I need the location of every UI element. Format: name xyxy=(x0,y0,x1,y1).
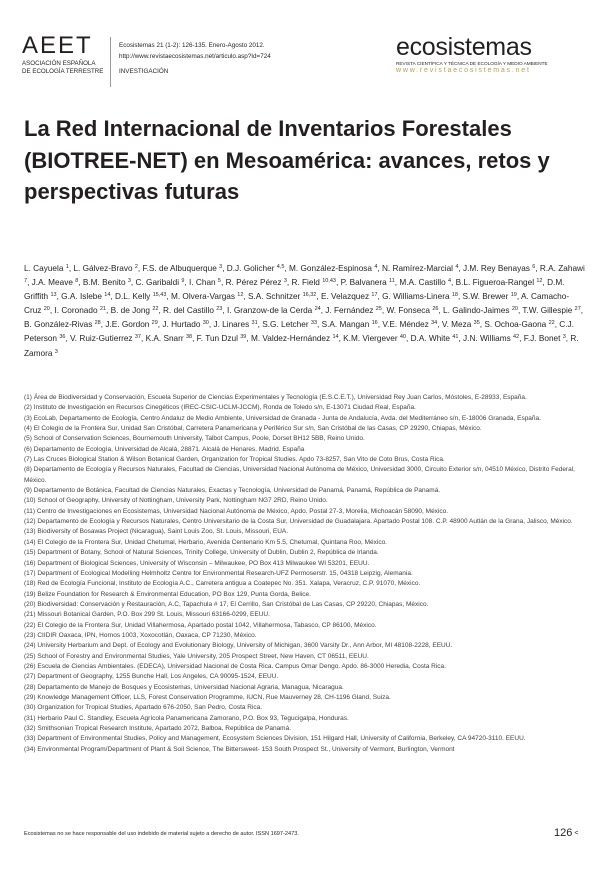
affiliation-item: (33) Department of Environmental Studies, Policy and Management, Ecosystem Sciences Division, 151 Hilgard Hall, University of California, Berkeley, CA 94720-3110. EEUU. xyxy=(24,735,526,743)
article-url[interactable]: http://www.revistaecosistemas.net/articulo.asp?Id=724 xyxy=(119,53,271,60)
author-name: J. Hurtado xyxy=(162,320,201,330)
author-name: B.L. Figueroa-Rangel xyxy=(455,278,535,288)
author-name: J. Linares xyxy=(213,320,250,330)
author-name: B. González-Rivas xyxy=(24,320,93,330)
author xyxy=(136,278,185,287)
author xyxy=(411,334,459,343)
author xyxy=(73,264,138,273)
author xyxy=(24,264,69,273)
affiliation-item: (22) El Colegio de la Frontera Sur, Unidad Villahermosa, Apartado postal 1042, Villahermosa, Tabasco, CP 86100, México. xyxy=(24,621,377,629)
author-affiliation-ref: 35 xyxy=(473,320,480,327)
author-affiliation-ref: 1 xyxy=(65,264,69,270)
author xyxy=(341,278,395,287)
journal-subtitle: REVISTA CIENTÍFICA Y TÉCNICA DE ECOLOGÍA Y MEDIO AMBIENTE xyxy=(396,61,548,66)
author-affiliation-ref: 22 xyxy=(152,306,159,313)
author-name: T.W. Gillespie xyxy=(522,306,573,316)
author-name: S.W. Brewer xyxy=(462,292,509,302)
header-divider xyxy=(110,37,111,87)
author xyxy=(162,320,208,329)
author-name: S.G. Letcher xyxy=(262,320,309,330)
author-name: C.J. Peterson xyxy=(24,320,574,344)
author-affiliation-ref: 41 xyxy=(452,334,459,341)
author-affiliation-ref: 11 xyxy=(389,278,395,285)
author-name: I. Chan xyxy=(189,278,216,288)
author xyxy=(146,334,192,343)
author-name: S.A. Schnitzer xyxy=(248,292,301,302)
author-list: L. Cayuela $^1$, L. Gálvez-Bravo $^2$, F.S. de Albuquerque $^3$, D.J. Golicher $^{4,5}$, M. González-Espinosa $^4$, N. Ramírez-Marcial $^4$, J.M. Rey Benayas $^6$, R.A. Zahawi $^7$, J.A. Meave $^8$, B.M. Benito $^3$, C. Garibaldi $^9$, I. Chan $^5$, R. Pérez Pérez $^3$, R. Field $^{10,43}$, P. Balvanera $^{11}$, M.A. Castillo $^4$, B.L. Figueroa-Rangel $^{12}$, D.M. Griffith $^{13}$, G.A. Islebe $^{14}$, D.L. Kelly $^{15,43}$, M. Olvera-Vargas $^{12}$, S.A. Schnitzer $^{16,32}$, E. Velazquez $^{17}$, G. Williams-Linera $^{18}$, S.W. Brewer $^{19}$, A. Camacho-Cruz $^{20}$, I. Coronado $^{21}$, B. de Jong $^{22}$, R. del Castillo $^{23}$, I. Granzow-de la Cerda $^{24}$, J. Fernández $^{25}$, W. Fonseca $^{26}$, L. Galindo-Jaimes $^{20}$, T.W. Gillespie $^{27}$, B. González-Rivas $^{28}$, J.E. Gordon $^{29}$, J. Hurtado $^{30}$, J. Linares $^{31}$, S.G. Letcher $^{33}$, S.A. Mangan $^{16}$, V.E. Méndez $^{34}$, V. Meza $^{35}$, S. Ochoa-Gaona $^{22}$, C.J. Peterson $^{36}$, V. Ruiz-Gutierrez $^{37}$, K.A. Snarr $^{38}$, F. Tun Dzul $^{39}$, M. Valdez-Hernández $^{14}$, K.M. Viergever $^{40}$, D.A. White $^{41}$, J.N. Williams $^{42}$, F.J. Bonet $^3$, R. Zamora $^3$ xyxy=(24,264,585,358)
affiliation-item: (5) School of Conservation Sciences, Bournemouth University, Talbot Campus, Poole, Dorset BH12 5BB, Reino Unido. xyxy=(24,435,365,443)
author-affiliation-ref: 31 xyxy=(251,320,258,327)
author-name: J.N. Williams xyxy=(463,334,511,344)
author-name: E. Velazquez xyxy=(320,292,370,302)
author xyxy=(289,264,377,273)
author-affiliation-ref: 12 xyxy=(237,292,244,299)
author xyxy=(197,334,247,343)
author-affiliation-ref: 20 xyxy=(511,306,518,313)
author-name: V. Meza xyxy=(441,320,472,330)
author-name: J.M. Rey Benayas xyxy=(462,264,530,273)
author-name: R. del Castillo xyxy=(163,306,214,316)
author xyxy=(24,320,101,329)
author-affiliation-ref: 27 xyxy=(574,306,581,313)
article-meta xyxy=(119,40,271,77)
author xyxy=(463,334,519,343)
author-affiliation-ref: 16 xyxy=(371,320,378,327)
author-name: J.A. Meave xyxy=(31,278,73,288)
author-affiliation-ref: 3 xyxy=(219,264,223,270)
author xyxy=(456,278,543,287)
affiliation-item: (34) Environmental Program/Department of Plant & Soil Science, The Bittersweet- 153 South Prospect St., University of Vermont, Burlington, Vermont xyxy=(24,745,455,753)
affiliation-item: (18) Red de Ecología Funcional, Instituto de Ecología A.C., Carretera antigua a Coatepec No. 351. Xalapa, Veracruz, C.P. 91070, México. xyxy=(24,580,421,588)
author-affiliation-ref: 37 xyxy=(134,334,141,341)
author xyxy=(83,278,131,287)
affiliation-item: (15) Department of Botany, School of Natural Sciences, Trinity College, University of Dublin, Dublin 2, República de Irlanda. xyxy=(24,549,379,557)
author xyxy=(484,320,554,329)
author xyxy=(248,292,316,301)
author xyxy=(70,334,141,343)
author xyxy=(522,306,580,315)
affiliation-item: (13) Biodiversity of Bosawas Project (Nicaragua), Saint Louis Zoo, St. Louis, Missouri, EUA. xyxy=(24,528,289,536)
author xyxy=(443,306,518,315)
author-name: D.L. Kelly xyxy=(115,292,151,302)
page-number-value: 126 xyxy=(554,827,573,839)
author xyxy=(143,264,223,273)
affiliation-item: (4) El Colegio de la Frontera Sur, Unidad San Cristóbal, Carretera Panamericana y Periférico Sur s/n, San Cristóbal de las Casas, CP 29290, Chiapas, México. xyxy=(24,425,482,433)
author-name: C. Garibaldi xyxy=(135,278,180,288)
author-affiliation-ref: 9 xyxy=(181,278,185,285)
journal-logo xyxy=(396,34,560,75)
author-affiliation-ref: 4 xyxy=(374,264,378,270)
author-affiliation-ref: 5 xyxy=(217,278,221,285)
aeet-name-line2: DE ECOLOGÍA TERRESTRE xyxy=(22,67,104,75)
author-name: M. González-Espinosa xyxy=(289,264,373,273)
author-name: L. Cayuela xyxy=(24,264,64,273)
affiliation-item: (28) Departamento de Manejo de Bosques y Ecosistemas, Universidad Nacional Agraria, Managua, Nicaragua. xyxy=(24,683,344,691)
affiliation-item: (7) Las Cruces Biological Station & Wilson Botanical Garden, Organization for Tropical Studies. Apdo 73-8257, San Vito de Coto Brus, Costa Rica. xyxy=(24,456,445,464)
author-name: S. Ochoa-Gaona xyxy=(484,320,547,330)
affiliation-item: (6) Departamento de Ecología, Universidad de Alcalá, 28871. Alcalá de Henares. Madrid. España xyxy=(24,445,305,453)
author xyxy=(32,278,79,287)
footer-disclaimer: Ecosistemas no se hace responsable del uso indebido de material sujeto a derecho de autor. ISSN 1697-2473. xyxy=(24,831,299,837)
citation: Ecosistemas 21 (1-2): 126-135. Enero-Agosto 2012. xyxy=(119,42,265,49)
author-name: G. Williams-Linera xyxy=(382,292,450,302)
author-affiliation-ref: 39 xyxy=(240,334,247,341)
author xyxy=(325,306,382,315)
author-affiliation-ref: 20 xyxy=(43,306,50,313)
author-affiliation-ref: 6 xyxy=(532,264,536,270)
author xyxy=(251,334,339,343)
author-affiliation-ref: 36 xyxy=(59,334,66,341)
author-affiliation-ref: 23 xyxy=(216,306,223,313)
author-affiliation-ref: 22 xyxy=(548,320,555,327)
author-affiliation-ref: 16,32 xyxy=(302,292,317,299)
affiliation-item: (1) Área de Biodiversidad y Conservación, Escuela Superior de Ciencias Experimentales y Tecnología (E.S.C.E.T.), Universidad Rey Juan Carlos, Móstoles, E-28933, España. xyxy=(24,394,527,401)
affiliation-item: (3) EcoLab, Departamento de Ecología, Centro Andaluz de Medio Ambiente, Universidad de Granada - Junta de Andalucía, Avda. del Mediterráneo s/n, E-18006 Granada, España. xyxy=(24,414,541,422)
affiliation-item: (31) Herbario Paul C. Standley, Escuela Agrícola Panamericana Zamorano, P.O. Box 93, Tegucigalpa, Honduras. xyxy=(24,714,349,722)
author-name: G.A. Islebe xyxy=(61,292,102,302)
author xyxy=(322,320,378,329)
author xyxy=(343,334,406,343)
affiliation-item: (23) CIIDIR Oaxaca, IPN, Hornos 1003, Xoxocotlán, Oaxaca, CP 71230, México. xyxy=(24,631,257,639)
author-affiliation-ref: 3 xyxy=(283,278,287,285)
author-affiliation-ref: 12 xyxy=(536,278,543,285)
journal-name: ecosistemas xyxy=(396,33,532,61)
journal-website[interactable]: www.revistaecosistemas.net xyxy=(396,67,531,74)
author-name: B. de Jong xyxy=(110,306,151,316)
author xyxy=(524,334,566,343)
author-name: N. Ramírez-Marcial xyxy=(381,264,454,273)
aeet-name-line1: ASOCIACIÓN ESPAÑOLA xyxy=(22,60,96,67)
affiliation-item: (30) Organization for Tropical Studies, Apartado 676-2050, San Pedro, Costa Rica. xyxy=(24,704,263,712)
author-name: R. Pérez Pérez xyxy=(225,278,282,288)
author xyxy=(213,320,257,329)
author-affiliation-ref: 25 xyxy=(375,306,382,313)
author xyxy=(115,292,166,301)
author-name: P. Balvanera xyxy=(340,278,387,288)
author-affiliation-ref: 3 xyxy=(127,278,131,285)
author-affiliation-ref: 14 xyxy=(104,292,111,299)
author-name: R. Field xyxy=(291,278,320,288)
author-name: D.A. White xyxy=(410,334,451,344)
author-name: W. Fonseca xyxy=(386,306,431,316)
author xyxy=(382,292,458,301)
author-affiliation-ref: 19 xyxy=(510,292,517,299)
author-name: B.M. Benito xyxy=(82,278,126,288)
author-affiliation-ref: 8 xyxy=(75,278,79,285)
author xyxy=(382,320,437,329)
aeet-acronym: AEET xyxy=(22,32,93,59)
author-name: F.S. de Albuquerque xyxy=(142,264,217,273)
author-affiliation-ref: 17 xyxy=(371,292,378,299)
aeet-name xyxy=(22,60,106,75)
author-affiliation-ref: 15,43 xyxy=(152,292,167,299)
affiliation-item: (11) Centro de Investigaciones en Ecosistemas, Universidad Nacional Autónoma de México, Apdo. Postal 27-3, Morelia, Michoacán 58090, México. xyxy=(24,507,449,515)
author-name: S.A. Mangan xyxy=(321,320,370,330)
author-affiliation-ref: 7 xyxy=(24,278,28,285)
author-affiliation-ref: 3 xyxy=(562,334,566,341)
affiliation-item: (10) School of Geography, University of Nottingham, University Park, Nottingham NG7 2RD, Reino Unido. xyxy=(24,497,328,505)
author-name: J.E. Gordon xyxy=(105,320,150,330)
author-affiliation-ref: 2 xyxy=(134,264,138,270)
author xyxy=(321,292,378,301)
affiliation-item: (12) Departamento de Ecología y Recursos Naturales, Centro Universitario de la Costa Sur, Universidad de Guadalajara. Apartado Postal 108. C.P. 48900 Autlán de la Grana, Jalisco, México. xyxy=(24,518,573,526)
author-name: M.A. Castillo xyxy=(399,278,446,288)
author xyxy=(163,306,222,315)
author-name: L. Gálvez-Bravo xyxy=(73,264,133,273)
affiliation-item: (2) Instituto de Investigación en Recursos Cinegéticos (IREC-CSIC-UCLM-JCCM), Ronda de Toledo s/n, E-13071 Ciudad Real, España. xyxy=(24,404,416,412)
author-affiliation-ref: 40 xyxy=(399,334,406,341)
author-name: R.A. Zahawi xyxy=(539,264,585,273)
author xyxy=(189,278,221,287)
author-name: I. Coronado xyxy=(54,306,98,316)
author xyxy=(171,292,243,301)
author xyxy=(463,292,517,301)
author-affiliation-ref: 21 xyxy=(99,306,106,313)
author-name: V. Ruiz-Gutierrez xyxy=(70,334,133,344)
author xyxy=(61,292,110,301)
author xyxy=(105,320,157,329)
article-title: La Red Internacional de Inventarios Forestales (BIOTREE-NET) en Mesoamérica: avances, retos y perspectivas futuras xyxy=(24,116,550,204)
author-affiliation-ref: 4 xyxy=(447,278,452,285)
author xyxy=(111,306,159,315)
author-name: V.E. Méndez xyxy=(382,320,429,330)
affiliation-item: (17) Department of Ecological Modelling Helmholtz Centre for Environmental Research-UFZ Permoserstr. 15, 04318 Leipzig, Alemania. xyxy=(24,569,413,577)
author-name: K.A. Snarr xyxy=(145,334,184,344)
affiliation-item: (20) Biodiversidad: Conservación y Restauración, A.C, Tapachula # 17, El Cerrillo, San Cristóbal de Las Casas, CP 29220, Chiapas, México. xyxy=(24,600,429,608)
author-affiliation-ref: 26 xyxy=(432,306,439,313)
author-affiliation-ref: 3 xyxy=(54,348,58,355)
author xyxy=(226,278,287,287)
author-affiliation-ref: 4,5 xyxy=(276,264,285,270)
section-label: INVESTIGACIÓN xyxy=(119,68,169,75)
author xyxy=(463,264,535,273)
author-name: L. Galindo-Jaimes xyxy=(443,306,510,316)
affiliation-item: (29) Knowledge Management Officer, LLS, Forest Conservation Programme, IUCN, Rue Mauverney 28, CH-1196 Gland, Suiza. xyxy=(24,693,391,701)
affiliation-item: (19) Belize Foundation for Research & Environmental Education, PO Box 129, Punta Gorda, Belice. xyxy=(24,590,311,598)
author-affiliation-ref: 34 xyxy=(431,320,438,327)
author-affiliation-ref: 24 xyxy=(314,306,321,313)
author-affiliation-ref: 14 xyxy=(332,334,339,341)
author-affiliation-ref: 28 xyxy=(94,320,101,327)
author xyxy=(399,278,451,287)
author-affiliation-ref: 38 xyxy=(185,334,193,341)
author-name: R. Zamora xyxy=(24,334,579,358)
author xyxy=(386,306,438,315)
affiliation-item: (32) Smithsonian Tropical Research Institute, Apartado 2072, Balboa, República de Panamá. xyxy=(24,725,292,732)
page-number xyxy=(554,827,578,839)
author-affiliation-ref: 4 xyxy=(455,264,459,270)
affiliation-item: (9) Departamento de Botánica, Facultad de Ciencias Naturales, Exactas y Tecnología, Universidad de Panamá, Panamá, República de Panamá. xyxy=(24,487,441,495)
author-affiliation-ref: 29 xyxy=(151,320,158,327)
author-name: D.J. Golicher xyxy=(226,264,275,273)
author xyxy=(262,320,317,329)
author xyxy=(382,264,458,273)
author xyxy=(291,278,336,287)
page-marker: < xyxy=(574,830,579,837)
affiliation-item: (21) Missouri Botanical Garden, P.O. Box 299 St. Louis, Missouri 63166-0299, EEUU. xyxy=(24,611,270,619)
affiliation-list xyxy=(24,393,584,755)
affiliation-item: (24) University Herbarium and Dept. of Ecology and Evolutionary Biology, University of Michigan, 3600 Varsity Dr., Ann Arbor, MI 48108-2228, EEUU. xyxy=(24,642,453,650)
author-name: A. Camacho-Cruz xyxy=(24,292,570,316)
author-affiliation-ref: 18 xyxy=(451,292,458,299)
author-name: J. Fernández xyxy=(325,306,374,316)
aeet-logo xyxy=(22,34,106,75)
affiliation-item: (27) Department of Geography, 1255 Bunche Hall, Los Angeles, CA 90095-1524, EEUU. xyxy=(24,673,279,681)
author-affiliation-ref: 13 xyxy=(50,292,57,299)
author xyxy=(54,306,106,315)
affiliation-item: (25) School of Forestry and Environmental Studies, Yale University, 205 Prospect Street, New Haven, CT 06511, EEUU. xyxy=(24,652,369,660)
author-affiliation-ref: 42 xyxy=(513,334,520,341)
author-affiliation-ref: 10,43 xyxy=(322,278,336,285)
author xyxy=(442,320,480,329)
author-affiliation-ref: 30 xyxy=(202,320,209,327)
author xyxy=(227,264,285,273)
author-name: F.J. Bonet xyxy=(523,334,561,344)
author-name: I. Granzow-de la Cerda xyxy=(226,306,313,316)
affiliation-item: (14) El Colegio de la Frontera Sur, Unidad Chetumal, Herbario, Avenida Centenario Km 5.5, Chetumal, Quintana Roo, México. xyxy=(24,538,387,546)
affiliation-item: (26) Escuela de Ciencias Ambientales. (EDECA), Universidad Nacional de Costa Rica. Campus Omar Dengo. Apdo. 86-3000 Heredia, Costa Rica. xyxy=(24,662,446,670)
author-affiliation-ref: 33 xyxy=(310,320,318,327)
author-name: F. Tun Dzul xyxy=(196,334,238,344)
affiliation-item: (16) Department of Biological Sciences, University of Wisconsin – Milwaukee, PO Box 413 Milwaukee WI 53201, EEUU. xyxy=(24,559,370,567)
author-name: D.M. Griffith xyxy=(24,278,565,302)
author-name: M. Olvera-Vargas xyxy=(170,292,235,302)
author-name: M. Valdez-Hernández xyxy=(250,334,331,344)
affiliation-item: (8) Departamento de Ecología y Recursos Naturales, Facultad de Ciencias, Universidad Nacional Autónoma de México, Universidad 3000, Circuito Exterior s/n, 04510 México, Distrito Federal, México. xyxy=(24,466,575,484)
author-name: K.M. Viergever xyxy=(343,334,398,344)
author xyxy=(227,306,321,315)
